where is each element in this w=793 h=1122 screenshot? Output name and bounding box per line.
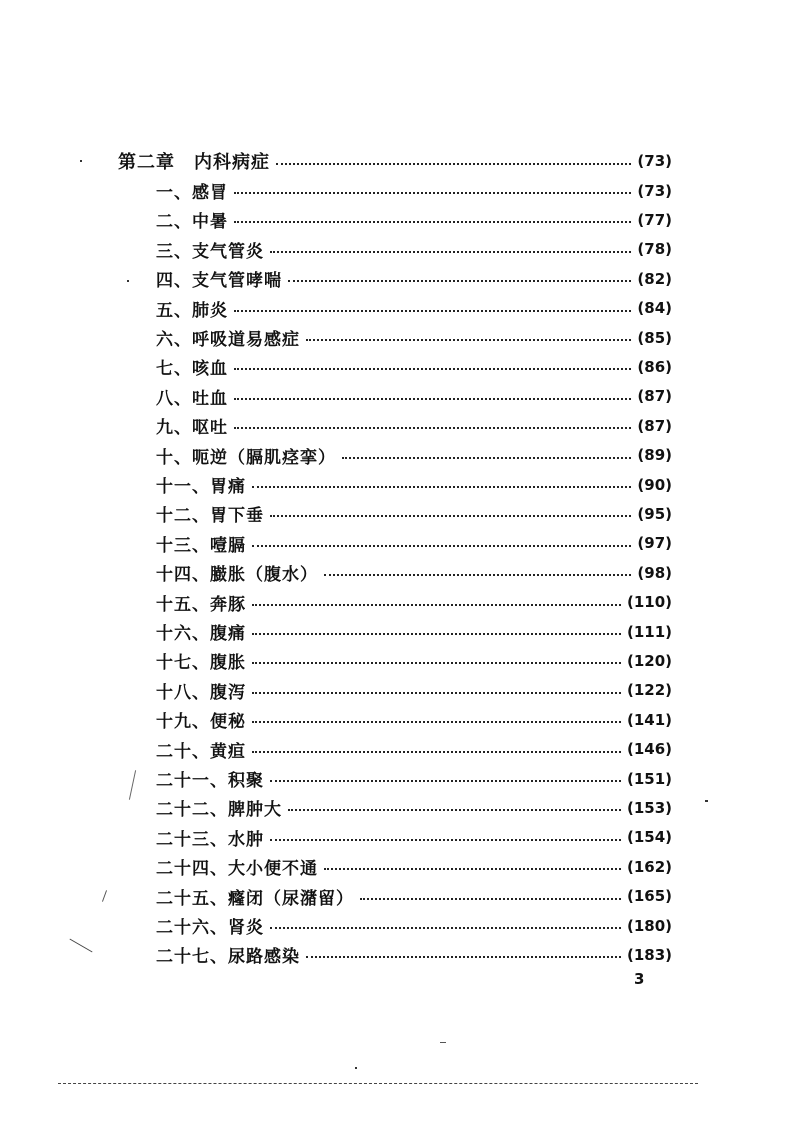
toc-entry-page-number: (183) [626,945,672,964]
bottom-rule [58,1083,698,1084]
dot-leader [342,454,631,459]
dot-leader [270,924,621,929]
toc-entry [156,501,672,527]
toc-entry [156,854,672,880]
toc-entry-page-number: (151) [626,769,672,788]
toc-entry-page-number: (154) [626,828,672,847]
toc-entry [156,766,672,792]
scan-speck [355,1067,357,1069]
toc-entry-title: 十四、臌胀（腹水） [156,565,318,586]
scan-speck [129,770,136,800]
toc-entry-page-number: (153) [626,798,672,817]
dot-leader [252,689,621,694]
toc-entry-page-number: (120) [626,651,672,670]
dot-leader [252,601,621,606]
toc-entry [156,942,672,968]
toc-entry-title: 二十七、尿路感染 [156,947,300,968]
toc-entry-title: 十一、胃痛 [156,477,246,497]
toc-entry-page-number: (87) [637,387,672,406]
dot-leader [276,160,631,165]
toc-entry [156,178,672,204]
dot-leader [360,895,621,900]
toc-entry-title: 二十五、癃闭（尿潴留） [156,888,354,909]
toc-entry-title: 七、咳血 [156,359,228,380]
toc-entry [156,589,672,615]
dot-leader [252,659,621,664]
chapter-page-number: (73) [637,152,672,170]
toc-entry-page-number: (97) [637,534,672,553]
scan-speck [80,160,82,162]
toc-entry-page-number: (86) [637,357,672,376]
toc-entry-title: 二十二、脾肿大 [156,800,282,821]
toc-entry-page-number: (78) [637,240,672,259]
toc-entry-page-number: (141) [626,710,672,729]
toc-entry-title: 二十三、水肿 [156,829,264,850]
toc-entry-title: 二十四、大小便不通 [156,859,318,880]
toc-entry [156,295,672,321]
dot-leader [234,307,631,312]
toc-entry-page-number: (180) [626,916,672,935]
toc-entry [156,530,672,556]
toc-entry-page-number: (111) [626,622,672,641]
toc-entry [156,413,672,439]
dot-leader [270,248,631,253]
toc-entry-page-number: (85) [637,328,672,347]
dot-leader [252,483,631,488]
dot-leader [306,953,621,958]
toc-entry-page-number: (89) [637,446,672,465]
scan-speck [69,939,92,953]
toc-entry-page-number: (77) [637,210,672,229]
dot-leader [288,806,621,811]
dot-leader [270,777,621,782]
dot-leader [234,424,631,429]
toc-entry-title: 二十一、积聚 [156,771,264,791]
toc-entry-title: 三、支气管炎 [156,241,264,262]
dot-leader [324,571,631,576]
chapter-title: 第二章 内科病症 [118,152,270,173]
dot-leader [252,718,621,723]
toc-entry-title: 五、肺炎 [156,300,228,321]
toc-entry-title: 十、呃逆（膈肌痉挛） [156,447,336,468]
toc-entry-title: 十八、腹泻 [156,682,246,703]
toc-entry [156,883,672,909]
toc-entry-title: 二十六、肾炎 [156,918,264,938]
toc-entry [156,795,672,821]
toc-entry-title: 十七、腹胀 [156,653,246,674]
toc-entry [156,913,672,939]
toc-entry [156,707,672,733]
toc-entry-page-number: (110) [626,593,672,612]
toc-entry-title: 一、感冒 [156,183,228,203]
dot-leader [234,218,631,223]
toc-entry [156,736,672,762]
toc-entry-title: 十九、便秘 [156,712,246,733]
toc-entry-page-number: (165) [626,887,672,906]
page-number: 3 [634,970,645,988]
dot-leader [270,836,621,841]
toc-chapter-heading [118,148,672,174]
toc-entry [156,560,672,586]
toc-entry-title: 四、支气管哮喘 [156,271,282,292]
toc-entry [156,648,672,674]
toc-entry [156,383,672,409]
toc-entry [156,207,672,233]
toc-entry-page-number: (82) [637,269,672,288]
toc-entry-page-number: (90) [637,475,672,494]
dot-leader [252,542,631,547]
scan-speck [127,280,129,282]
dot-leader [270,512,631,517]
toc-entry [156,354,672,380]
dot-leader [234,189,631,194]
toc-entry-title: 十二、胃下垂 [156,506,264,527]
toc-entry-title: 九、呕吐 [156,418,228,439]
scan-speck [102,890,107,902]
toc-entry [156,325,672,351]
toc-entry-title: 十三、噎膈 [156,535,246,556]
toc-entry-page-number: (162) [626,857,672,876]
toc-entry-page-number: (95) [637,504,672,523]
scan-speck [705,800,708,802]
toc-entry [156,677,672,703]
scan-speck [440,1042,446,1043]
dot-leader [306,336,631,341]
dot-leader [234,365,631,370]
dot-leader [234,395,631,400]
toc-entry-title: 十六、腹痛 [156,624,246,644]
dot-leader [324,865,621,870]
toc-entry [156,824,672,850]
toc-entry-title: 二十、黄疸 [156,741,246,762]
toc-entry-page-number: (122) [626,681,672,700]
dot-leader [252,748,621,753]
toc-entry-title: 十五、奔豚 [156,594,246,615]
dot-leader [288,277,631,282]
toc-entry [156,472,672,498]
toc-entry-title: 八、吐血 [156,388,228,409]
toc-entry [156,266,672,292]
toc-entry [156,442,672,468]
toc-entry-page-number: (87) [637,416,672,435]
toc-entry-page-number: (73) [637,181,672,200]
toc-entry-page-number: (146) [626,740,672,759]
toc-entry-page-number: (84) [637,299,672,318]
toc-entry-page-number: (98) [637,563,672,582]
toc-entry [156,619,672,645]
toc-entry-title: 二、中暑 [156,212,228,233]
toc-entry [156,236,672,262]
toc-entry-title: 六、呼吸道易感症 [156,330,300,350]
dot-leader [252,630,621,635]
